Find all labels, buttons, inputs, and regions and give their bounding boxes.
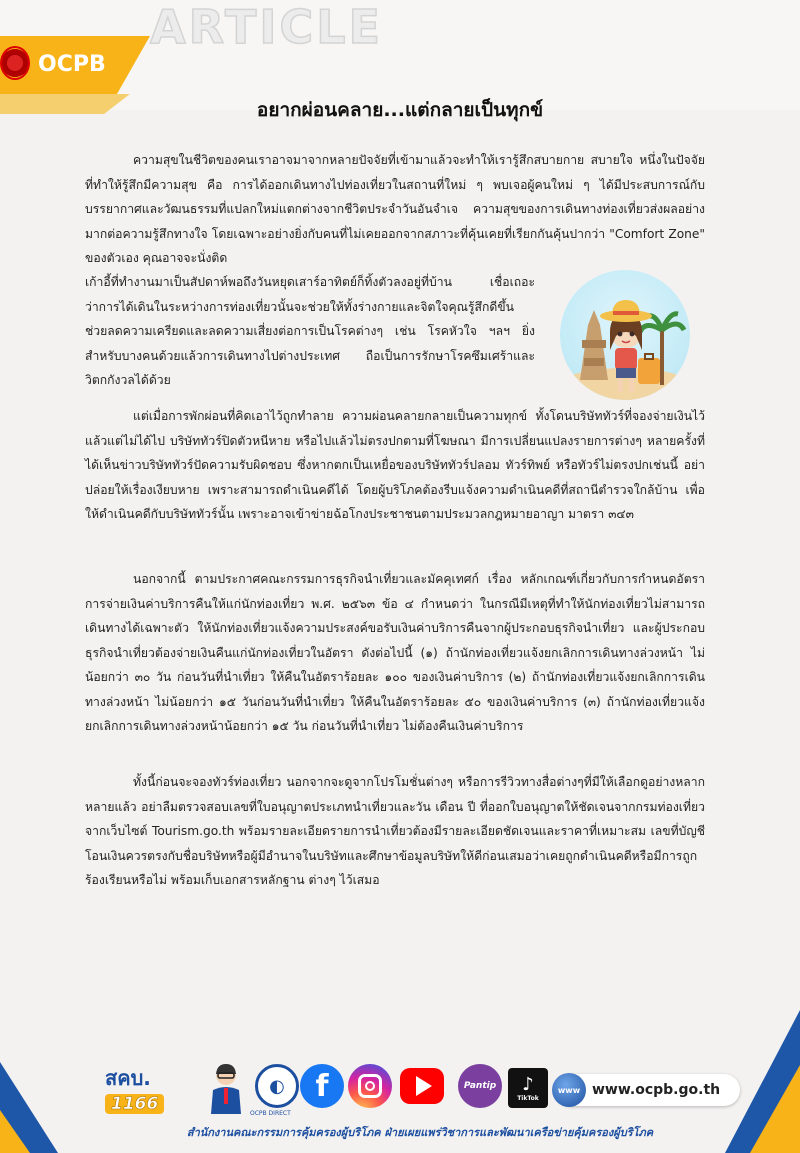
instagram-icon[interactable] [348,1064,392,1108]
tiktok-label: TikTok [517,1094,539,1102]
tiktok-icon[interactable] [508,1068,548,1108]
article-paragraph-1-continued: เก้าอี้ที่ทำงานมาเป็นสัปดาห์พอถึงวันหยุดเสาร์อาทิตย์ก็ทิ้งตัวลงอยู่ที่บ้าน เชื่อเถอะว่าการได้เดินในระหว่างการท่องเที่ยวนั้นจะช่วยให้ทั้งร่างกายและจิตใจคุณรู้สึกดีขึ้น ช่วยลดความเครียดและลดความเสี่ยงต่อการเป็นโรคต่างๆ เช่น โรคหัวใจ ฯลฯ ยิ่งสำหรับบางคนด้วยแล้วการเดินทางไปต่างประเทศ ถือเป็นการรักษาโรคซึมเศร้าและวิตกกังวลได้ด้วย [85,275,535,387]
globe-icon: www [552,1073,586,1107]
website-url: www.ocpb.go.th [592,1082,721,1098]
hotline-label: สคบ. [105,1066,151,1090]
hotline-badge[interactable] [105,1062,197,1114]
youtube-icon[interactable] [400,1064,444,1108]
traveler-illustration [560,270,690,400]
article-paragraph-1: ความสุขในชีวิตของคนเราอาจมาจากหลายปัจจัยที่เข้ามาแล้วจะทำให้เรารู้สึกสบายกาย สบายใจ หนึ่งในปัจจัยที่ทำให้รู้สึกมีความสุข คือ การได้ออกเดินทางไปท่องเที่ยวในสถานที่ใหม่ ๆ พบเจอผู้คนใหม่ ๆ ได้มีประสบการณ์กับบรรยากาศและวัฒนธรรมที่แปลกใหม่แตกต่างจากชีวิตประจำวันอันจำเจ ความสุขของการเดินทางท่องเที่ยวส่งผลอย่างมากต่อความรู้สึกทางใจ โดยเฉพาะอย่างยิ่งกับคนที่ไม่เคยออกจากสภาวะที่คุ้นเคยที่เรียกกันคุ้นปากว่า "Comfort Zone" ของตัวเอง คุณอาจจะนั่งติด [85,153,705,265]
tiktok-note-icon: ♪ [522,1073,534,1095]
article-paragraph-2: แต่เมื่อการพักผ่อนที่คิดเอาไว้ถูกทำลาย ความผ่อนคลายกลายเป็นความทุกข์ ทั้งโดนบริษัททัวร์ที่จองจ่ายเงินไว้แล้วแต่ไม่ได้ไป บริษัททัวร์ปิดตัวหนีหาย หรือไปแล้วไม่ตรงปกตามที่โฆษณา มีการเปลี่ยนแปลงรายการต่างๆ หลายครั้งที่ได้เห็นข่าวบริษัททัวร์ปัดความรับผิดชอบ ซึ่งหากตกเป็นเหยื่อของบริษัททัวร์ปลอม ทัวร์ทิพย์ หรือทัวร์ไม่ตรงปกเช่นนี้ อย่าปล่อยให้เรื่องเงียบหาย เพราะสามารถดำเนินคดีได้ โดยผู้บริโภคต้องรีบแจ้งความดำเนินคดีที่สถานีตำรวจใกล้บ้าน เพื่อให้ดำเนินคดีกับบริษัททัวร์นั้น เพราะอาจเข้าข่ายฉ้อโกงประชาชนตามประมวลกฎหมายอาญา มาตรา ๓๔๓ [85,409,705,521]
article-watermark: ARTICLE [150,0,383,54]
brand-logo-text: OCPB [38,52,106,77]
article-paragraph-4: ทั้งนี้ก่อนจะจองทัวร์ท่องเที่ยว นอกจากจะดูจากโปรโมชั่นต่างๆ หรือการรีวิวทางสื่อต่างๆที่มีให้เลือกดูอย่างหลากหลายแล้ว อย่าลืมตรวจสอบเลขที่ใบอนุญาตประเภทนำเที่ยวและวัน เดือน ปี ที่ออกใบอนุญาตให้ชัดเจนจากกรมท่องเที่ยว จากเว็บไซต์ Tourism.go.th พร้อมรายละเอียดรายการนำเที่ยวต้องมีรายละเอียดชัดเจนและราคาที่เหมาะสม เลขที่บัญชีโอนเงินควรตรงกับชื่อบริษัทหรือผู้มีอำนาจในบริษัทและศึกษาข้อมูลบริษัทให้ดีก่อนเสมอว่าเคยถูกดำเนินคดีหรือมีการถูกร้องเรียนหรือไม่ พร้อมเก็บเอกสารหลักฐาน ต่างๆ ไว้เสมอ [85,775,705,887]
traveler-illustration-icon [560,270,690,400]
website-link[interactable] [556,1074,740,1106]
article-title: อยากผ่อนคลาย...แต่กลายเป็นทุกข์ [256,99,544,121]
hotline-number: 1166 [105,1094,164,1114]
ocpb-direct-label: OCPB DIRECT [250,1110,291,1117]
ocpb-direct-icon[interactable]: ◐ [255,1064,299,1108]
pantip-icon[interactable]: Pantip [458,1064,502,1108]
footer-credit: สำนักงานคณะกรรมการคุ้มครองผู้บริโภค ฝ่ายเผยแพร่วิชาการและพัฒนาเครือข่ายคุ้มครองผู้บริโภค [186,1126,654,1139]
article-paragraph-3: นอกจากนี้ ตามประกาศคณะกรรมการธุรกิจนำเที่ยวและมัคคุเทศก์ เรื่อง หลักเกณฑ์เกี่ยวกับการกำหนดอัตราการจ่ายเงินค่าบริการคืนให้แก่นักท่องเที่ยว พ.ศ. ๒๕๖๓ ข้อ ๔ กำหนดว่า ในกรณีมีเหตุที่ทำให้นักท่องเที่ยวไม่สามารถเดินทางได้เฉพาะตัว ให้นักท่องเที่ยวแจ้งความประสงค์ขอรับเงินค่าบริการคืนจากผู้ประกอบธุรกิจนำเที่ยว และผู้ประกอบธุรกิจนำเที่ยวต้องจ่ายเงินคืนแก่นักท่องเที่ยวในอัตรา ดังต่อไปนี้ (๑) ถ้านักท่องเที่ยวแจ้งยกเลิกการเดินทางล่วงหน้า ไม่น้อยกว่า ๓๐ วัน ก่อนวันที่นำเที่ยว ให้คืนในอัตราร้อยละ ๑๐๐ ของเงินค่าบริการ (๒) ถ้านักท่องเที่ยวแจ้งยกเลิกการเดินทางล่วงหน้า ไม่น้อยกว่า ๑๕ วันก่อนวันที่นำเที่ยว ให้คืนในอัตราร้อยละ ๕๐ ของเงินค่าบริการ (๓) ถ้านักท่องเที่ยวแจ้งยกเลิกการเดินทางล่วงหน้าน้อยกว่า ๑๕ วัน ก่อนวันที่นำเที่ยว ไม่ต้องคืนเงินค่าบริการ [85,572,705,733]
facebook-icon[interactable]: f [300,1064,344,1108]
ocpb-seal-icon [0,46,30,80]
mascot-icon [205,1062,247,1114]
